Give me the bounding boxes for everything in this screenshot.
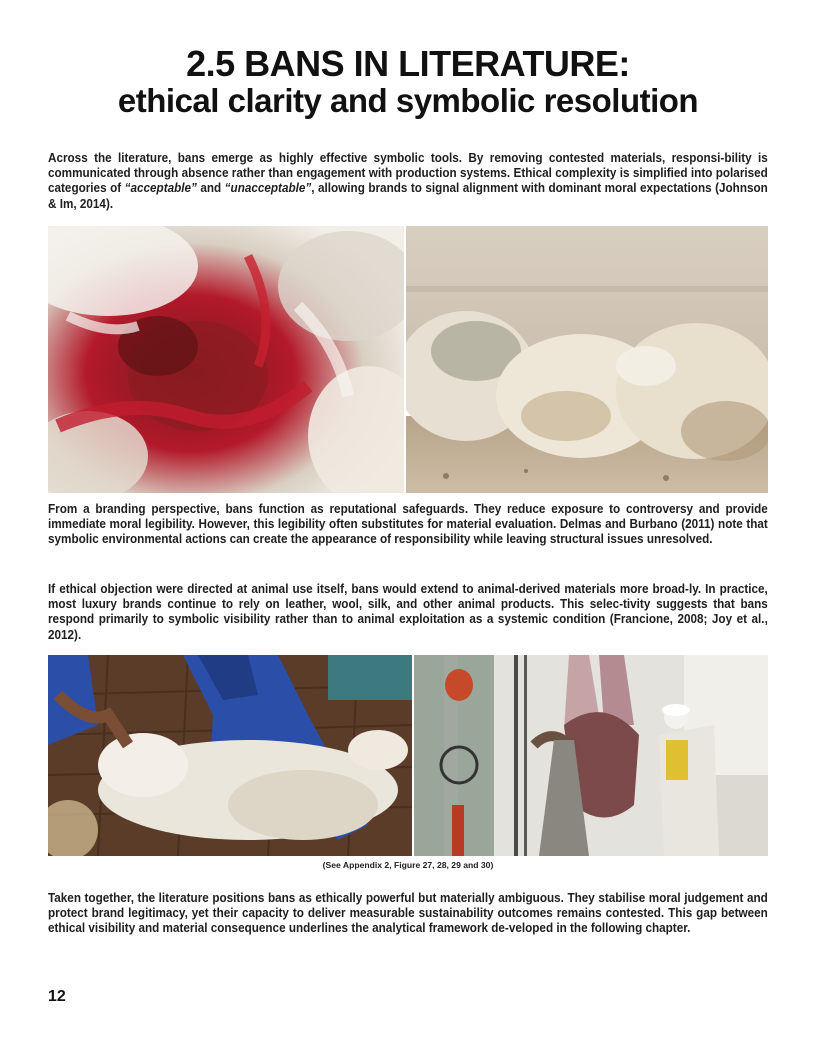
- photo-discarded-fleece: [406, 226, 768, 493]
- paragraph-conclusion: Taken together, the literature positions bans as ethically powerful but materially ambiguous. They stabilise moral judgement and protect brand legitimacy, yet their capacity to deliver measurable sustainability outcomes remains contested. This gap between ethical visibility and material consequence underlines the analytical framework de-veloped in the following chapter.: [48, 891, 768, 936]
- chapter-subheading: ethical clarity and symbolic resolution: [117, 82, 699, 119]
- paragraph-ethical-objection: If ethical objection were directed at animal use itself, bans would extend to animal-derived materials more broad-ly. In practice, most luxury brands continue to rely on leather, wool, silk, and other animal products. This selec-tivity suggests that bans respond primarily to symbolic visibility rather than to animal exploitation as a systemic condition (Francione, 2008; Joy et al., 2012).: [48, 582, 768, 642]
- photo-sheep-shearing: [48, 655, 412, 856]
- photo-slaughterhouse: [414, 655, 768, 856]
- paragraph-branding: From a branding perspective, bans function as reputational safeguards. They reduce exposure to controversy and provide immediate moral legibility. However, this legibility often substitutes for material evaluation. Delmas and Burbano (2011) note that symbolic environmental actions can create the appearance of responsibility while leaving structural issues unresolved.: [48, 502, 768, 547]
- chapter-heading: 2.5 BANS IN LITERATURE:: [186, 43, 630, 84]
- figure-caption: (See Appendix 2, Figure 27, 28, 29 and 30): [322, 860, 494, 870]
- paragraph-intro: Across the literature, bans emerge as highly effective symbolic tools. By removing contested materials, responsi-bility is communicated through absence rather than engagement with production systems. Ethical complexity is simplified into polarised categories of “acceptable” and “unacceptable”, allowing brands to signal alignment with dominant moral expectations (Johnson & Im, 2014).: [48, 151, 768, 211]
- page-number: 12: [48, 988, 66, 1005]
- photo-bloodied-wool: [48, 226, 404, 493]
